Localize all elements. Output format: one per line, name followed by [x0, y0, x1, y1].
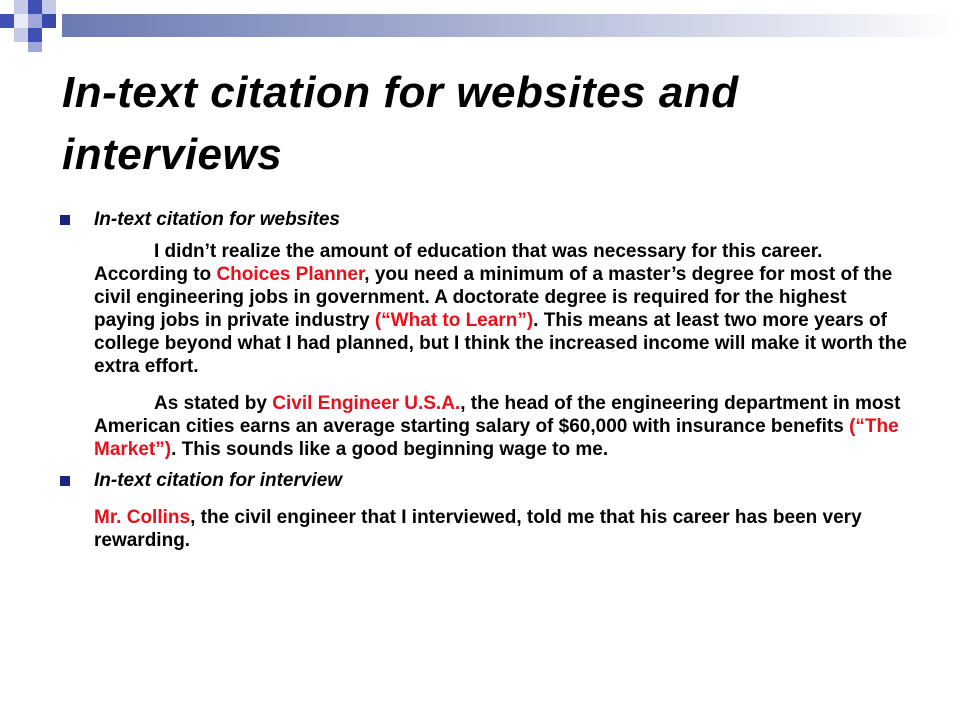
paragraph-text: . This means at least two more years of college beyond what I had planned, but I think the increased income will make it worth the extra effort.: [94, 310, 907, 377]
citation-reference: (“The Market”): [94, 416, 899, 460]
decor-square: [28, 28, 42, 42]
paragraph-text: As stated by: [154, 393, 273, 414]
decor-square: [28, 42, 42, 52]
citation-source: Civil Engineer U.S.A.: [272, 393, 461, 414]
paragraph-websites-1: [60, 240, 910, 378]
paragraph-text: , the head of the engineering department in most American cities earns an average starting salary of $60,000 with insurance benefits: [94, 393, 901, 437]
paragraph-text: , you need a minimum of a master’s degree for most of the civil engineering jobs in government. A doctorate degree is required for the highest paying jobs in private industry: [94, 264, 893, 331]
citation-reference: (“What to Learn”): [374, 310, 534, 331]
decor-square: [14, 28, 28, 42]
decor-square: [14, 0, 28, 14]
decor-square: [28, 14, 42, 28]
decor-square: [42, 14, 56, 28]
citation-source: Choices Planner: [216, 264, 365, 285]
citation-source: Mr. Collins: [94, 507, 191, 528]
decor-square: [14, 14, 28, 28]
paragraph-text: . This sounds like a good beginning wage to me.: [171, 439, 609, 460]
paragraph-text: , the civil engineer that I interviewed, told me that his career has been very rewarding.: [94, 507, 862, 551]
slide-title: In-text citation for websites and interviews: [62, 68, 739, 179]
bullet-heading: In-text citation for interview: [94, 470, 343, 491]
slide-body: [60, 208, 910, 552]
bullet-item-interview: [60, 469, 910, 492]
decor-square: [42, 0, 56, 14]
square-bullet-icon: [60, 215, 70, 225]
decor-square: [28, 0, 42, 14]
paragraph-interview: [60, 506, 910, 552]
square-bullet-icon: [60, 476, 70, 486]
bullet-item-websites: [60, 208, 910, 231]
paragraph-text: I didn’t realize the amount of education that was necessary for this career. According to: [94, 241, 823, 285]
bullet-heading: In-text citation for websites: [94, 209, 340, 230]
decorative-gradient-bar: [62, 14, 960, 37]
paragraph-websites-2: [60, 392, 910, 461]
decor-square: [0, 14, 14, 28]
decorative-header-band: [0, 0, 960, 52]
